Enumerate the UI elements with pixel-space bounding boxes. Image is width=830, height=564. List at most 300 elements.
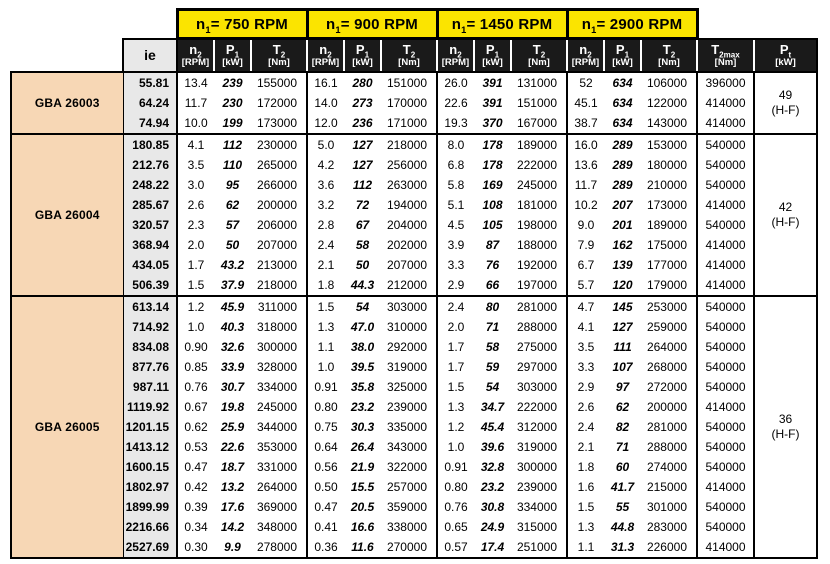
p1-cell: 54 [344, 296, 381, 317]
t2max-cell: 414000 [697, 113, 754, 134]
n2-cell: 4.2 [307, 155, 344, 175]
t2-cell: 275000 [516, 340, 557, 354]
p1-cell: 45.4 [480, 420, 505, 434]
n2-cell: 0.62 [177, 417, 214, 437]
n2-cell: 2.1 [307, 255, 344, 275]
ie-cell: 248.22 [123, 175, 177, 195]
t2-cell: 215000 [646, 480, 687, 494]
p1-cell: 230 [222, 96, 243, 110]
t2-cell: 175000 [646, 238, 687, 252]
t2-cell: 359000 [386, 500, 427, 514]
t2-cell: 204000 [386, 218, 427, 232]
p1-cell: 31.3 [604, 537, 641, 558]
t2-cell: 264000 [646, 340, 687, 354]
t2-cell: 328000 [256, 360, 297, 374]
t2max-cell: 540000 [697, 417, 754, 437]
n2-cell: 5.8 [437, 175, 474, 195]
t2-cell: 226000 [641, 537, 697, 558]
table-row [11, 497, 817, 517]
t2-cell: 268000 [646, 360, 687, 374]
p1-cell: 391 [482, 96, 503, 110]
n2-cell: 1.7 [437, 357, 474, 377]
n2-cell: 2.8 [307, 215, 344, 235]
n2-cell: 1.0 [177, 317, 214, 337]
n2-cell: 1.3 [307, 317, 344, 337]
n2-cell: 2.6 [177, 195, 214, 215]
n2-cell: 1.8 [567, 457, 604, 477]
t2-cell: 322000 [386, 460, 427, 474]
t2max-cell: 540000 [697, 437, 754, 457]
ie-cell: 1600.15 [123, 457, 177, 477]
n2-cell: 0.64 [307, 437, 344, 457]
p1-cell: 634 [612, 96, 633, 110]
t2-cell: 151000 [381, 72, 437, 93]
n2-cell: 1.5 [567, 497, 604, 517]
t2-cell: 270000 [381, 537, 437, 558]
t2-cell: 310000 [386, 320, 427, 334]
p1-cell: 139 [612, 258, 633, 272]
t2-cell: 312000 [516, 420, 557, 434]
p1-cell: 236 [352, 116, 373, 130]
n2-cell: 0.47 [177, 457, 214, 477]
t2-cell: 180000 [646, 158, 687, 172]
t2-cell: 301000 [646, 500, 687, 514]
ie-cell: 506.39 [123, 275, 177, 296]
t2max-cell: 540000 [697, 497, 754, 517]
p1-cell: 44.8 [610, 520, 635, 534]
t2-cell: 300000 [516, 460, 557, 474]
t2-cell: 230000 [251, 134, 307, 155]
p1-cell: 120 [612, 278, 633, 292]
n2-cell: 8.0 [437, 134, 474, 155]
speed-group-header-2900: $n_1= 2900$ RPM [567, 10, 697, 39]
col-header-n2: $n_2$ [RPM] [177, 39, 214, 73]
t2-cell: 170000 [386, 96, 427, 110]
p1-cell: 34.7 [480, 400, 505, 414]
n2-cell: 1.7 [177, 255, 214, 275]
n2-cell: 0.36 [307, 537, 344, 558]
n2-cell: 4.1 [177, 134, 214, 155]
header-spacer [697, 10, 754, 39]
p1-cell: 39.5 [350, 360, 375, 374]
n2-cell: 0.53 [177, 437, 214, 457]
p1-cell: 67 [355, 218, 370, 232]
p1-cell: 47.0 [350, 320, 375, 334]
n2-cell: 2.1 [567, 437, 604, 457]
n2-cell: 12.0 [307, 113, 344, 134]
t2-cell: 206000 [256, 218, 297, 232]
t2-cell: 198000 [516, 218, 557, 232]
ie-cell: 74.94 [123, 113, 177, 134]
table-row [11, 235, 817, 255]
t2max-cell: 414000 [697, 255, 754, 275]
n2-cell: 0.76 [437, 497, 474, 517]
n2-cell: 3.0 [177, 175, 214, 195]
table-row [11, 134, 817, 155]
p1-cell: 105 [482, 218, 503, 232]
p1-cell: 289 [612, 178, 633, 192]
p1-cell: 107 [612, 360, 633, 374]
n2-cell: 4.7 [567, 296, 604, 317]
table-row [11, 72, 817, 93]
table-row [11, 93, 817, 113]
p1-cell: 62 [225, 198, 240, 212]
p1-cell: 110 [222, 158, 243, 172]
ie-column-header: ie [123, 39, 177, 73]
p1-cell: 112 [352, 178, 373, 192]
unit-header-row [11, 39, 817, 73]
t2-cell: 274000 [646, 460, 687, 474]
n2-cell: 2.6 [567, 397, 604, 417]
n2-cell: 2.3 [177, 215, 214, 235]
n2-cell: 1.1 [567, 537, 604, 558]
t2-cell: 194000 [386, 198, 427, 212]
ie-cell: 1899.99 [123, 497, 177, 517]
n2-cell: 5.7 [567, 275, 604, 296]
n2-cell: 1.5 [177, 275, 214, 296]
ie-cell: 180.85 [123, 134, 177, 155]
p1-cell: 43.2 [220, 258, 245, 272]
t2-cell: 318000 [256, 320, 297, 334]
ie-cell: 1413.12 [123, 437, 177, 457]
table-row [11, 357, 817, 377]
p1-cell: 9.9 [214, 537, 251, 558]
t2-cell: 311000 [251, 296, 307, 317]
t2-cell: 265000 [256, 158, 297, 172]
t2-cell: 155000 [251, 72, 307, 93]
p1-cell: 80 [474, 296, 511, 317]
t2-cell: 334000 [256, 380, 297, 394]
t2-cell: 297000 [516, 360, 557, 374]
p1-cell: 127 [352, 158, 373, 172]
ie-cell: 368.94 [123, 235, 177, 255]
table-row [11, 175, 817, 195]
n2-cell: 14.0 [307, 93, 344, 113]
p1-cell: 19.8 [220, 400, 245, 414]
n2-cell: 11.7 [177, 93, 214, 113]
n2-cell: 45.1 [567, 93, 604, 113]
p1-cell: 289 [612, 158, 633, 172]
p1-cell: 82 [615, 420, 630, 434]
n2-cell: 13.6 [567, 155, 604, 175]
col-header-n2: $n_2$ [RPM] [567, 39, 604, 73]
ie-cell: 285.67 [123, 195, 177, 215]
ie-cell: 2527.69 [123, 537, 177, 558]
t2max-cell: 414000 [697, 477, 754, 497]
p1-cell: 76 [485, 258, 500, 272]
p1-cell: 58 [355, 238, 370, 252]
t2-cell: 218000 [256, 278, 297, 292]
p1-cell: 59 [485, 360, 500, 374]
col-header-t2: $T_2$ [Nm] [511, 39, 567, 73]
col-header-p1: $P_1$ [kW] [474, 39, 511, 73]
n2-cell: 9.0 [567, 215, 604, 235]
t2max-cell: 540000 [697, 134, 754, 155]
t2max-cell: 414000 [697, 195, 754, 215]
p1-cell: 20.5 [350, 500, 375, 514]
n2-cell: 3.6 [307, 175, 344, 195]
speed-group-header-1450: $n_1= 1450$ RPM [437, 10, 567, 39]
n2-cell: 3.5 [567, 337, 604, 357]
t2max-cell: 540000 [697, 357, 754, 377]
p1-cell: 108 [482, 198, 503, 212]
n2-cell: 3.2 [307, 195, 344, 215]
p1-cell: 32.6 [220, 340, 245, 354]
col-header-n2: $n_2$ [RPM] [307, 39, 344, 73]
table-row [11, 417, 817, 437]
ie-cell: 1201.15 [123, 417, 177, 437]
p1-cell: 40.3 [220, 320, 245, 334]
n2-cell: 1.1 [307, 337, 344, 357]
t2-cell: 151000 [516, 96, 557, 110]
table-row [11, 255, 817, 275]
t2-cell: 300000 [256, 340, 297, 354]
n2-cell: 19.3 [437, 113, 474, 134]
p1-cell: 23.2 [480, 480, 505, 494]
n2-cell: 1.0 [307, 357, 344, 377]
n2-cell: 1.6 [567, 477, 604, 497]
p1-cell: 62 [615, 400, 630, 414]
n2-cell: 4.1 [567, 317, 604, 337]
ie-cell: 55.81 [123, 72, 177, 93]
col-header-t2: $T_2$ [Nm] [641, 39, 697, 73]
p1-cell: 289 [604, 134, 641, 155]
p1-cell: 13.2 [220, 480, 245, 494]
table-row [11, 517, 817, 537]
p1-cell: 169 [482, 178, 503, 192]
n2-cell: 1.3 [437, 397, 474, 417]
n2-cell: 3.3 [437, 255, 474, 275]
n2-cell: 0.56 [307, 457, 344, 477]
ie-cell: 613.14 [123, 296, 177, 317]
ie-cell: 987.11 [123, 377, 177, 397]
p1-cell: 30.3 [350, 420, 375, 434]
t2-cell: 245000 [256, 400, 297, 414]
t2-cell: 207000 [256, 238, 297, 252]
col-header-p1: $P_1$ [kW] [344, 39, 381, 73]
t2-cell: 303000 [516, 380, 557, 394]
p1-cell: 23.2 [350, 400, 375, 414]
t2-cell: 197000 [516, 278, 557, 292]
t2-cell: 122000 [646, 96, 687, 110]
p1-cell: 634 [612, 116, 633, 130]
t2-cell: 179000 [646, 278, 687, 292]
speed-group-header-750: $n_1= 750$ RPM [177, 10, 307, 39]
p1-cell: 18.7 [220, 460, 245, 474]
t2-cell: 207000 [386, 258, 427, 272]
p1-cell: 14.2 [220, 520, 245, 534]
p1-cell: 370 [482, 116, 503, 130]
n2-cell: 16.1 [307, 72, 344, 93]
n2-cell: 2.0 [177, 235, 214, 255]
n2-cell: 1.7 [437, 337, 474, 357]
p1-cell: 71 [485, 320, 500, 334]
gearbox-ratings-table [10, 8, 818, 559]
pt-cell: 49 (H-F) [754, 72, 817, 134]
t2max-cell: 540000 [697, 517, 754, 537]
n2-cell: 6.7 [567, 255, 604, 275]
t2-cell: 343000 [386, 440, 427, 454]
t2-cell: 264000 [256, 480, 297, 494]
p1-cell: 634 [604, 72, 641, 93]
table-row [11, 337, 817, 357]
n2-cell: 2.4 [437, 296, 474, 317]
t2max-cell: 540000 [697, 317, 754, 337]
p1-cell: 273 [352, 96, 373, 110]
p1-cell: 17.6 [220, 500, 245, 514]
p1-cell: 17.4 [474, 537, 511, 558]
n2-cell: 3.3 [567, 357, 604, 377]
n2-cell: 4.5 [437, 215, 474, 235]
t2max-cell: 540000 [697, 155, 754, 175]
col-header-t2max: $T_{2max}$ [Nm] [697, 39, 754, 73]
p1-cell: 95 [225, 178, 240, 192]
n2-cell: 22.6 [437, 93, 474, 113]
t2-cell: 200000 [256, 198, 297, 212]
t2-cell: 353000 [256, 440, 297, 454]
t2-cell: 218000 [381, 134, 437, 155]
model-cell: GBA 26004 [11, 134, 123, 296]
p1-cell: 41.7 [610, 480, 635, 494]
table-row [11, 275, 817, 296]
t2-cell: 315000 [516, 520, 557, 534]
p1-cell: 30.8 [480, 500, 505, 514]
n2-cell: 0.90 [177, 337, 214, 357]
p1-cell: 111 [613, 340, 632, 354]
t2max-cell: 540000 [697, 215, 754, 235]
n2-cell: 2.9 [437, 275, 474, 296]
t2-cell: 263000 [386, 178, 427, 192]
t2-cell: 256000 [386, 158, 427, 172]
p1-cell: 199 [222, 116, 243, 130]
t2-cell: 288000 [516, 320, 557, 334]
p1-cell: 32.8 [480, 460, 505, 474]
p1-cell: 55 [615, 500, 630, 514]
table-row [11, 437, 817, 457]
t2max-cell: 414000 [697, 275, 754, 296]
t2-cell: 212000 [386, 278, 427, 292]
t2-cell: 283000 [646, 520, 687, 534]
model-header-spacer [11, 39, 123, 73]
t2-cell: 292000 [386, 340, 427, 354]
table-row [11, 377, 817, 397]
ie-cell: 1802.97 [123, 477, 177, 497]
pt-cell: 36 (H-F) [754, 296, 817, 558]
p1-cell: 50 [225, 238, 240, 252]
n2-cell: 10.0 [177, 113, 214, 134]
p1-cell: 127 [612, 320, 633, 334]
n2-cell: 1.2 [437, 417, 474, 437]
p1-cell: 66 [485, 278, 500, 292]
ie-cell: 320.57 [123, 215, 177, 235]
p1-cell: 127 [344, 134, 381, 155]
model-cell: GBA 26003 [11, 72, 123, 134]
p1-cell: 178 [482, 158, 503, 172]
p1-cell: 44.3 [350, 278, 375, 292]
p1-cell: 25.9 [220, 420, 245, 434]
n2-cell: 0.91 [307, 377, 344, 397]
ie-cell: 714.92 [123, 317, 177, 337]
table-row [11, 317, 817, 337]
ie-cell: 2216.66 [123, 517, 177, 537]
p1-cell: 24.9 [480, 520, 505, 534]
t2-cell: 239000 [516, 480, 557, 494]
n2-cell: 1.5 [307, 296, 344, 317]
n2-cell: 0.34 [177, 517, 214, 537]
t2-cell: 251000 [511, 537, 567, 558]
t2max-cell: 540000 [697, 296, 754, 317]
p1-cell: 58 [485, 340, 500, 354]
t2max-cell: 540000 [697, 337, 754, 357]
n2-cell: 7.9 [567, 235, 604, 255]
p1-cell: 50 [355, 258, 370, 272]
table-row [11, 113, 817, 134]
p1-cell: 71 [615, 440, 630, 454]
p1-cell: 207 [612, 198, 633, 212]
t2-cell: 172000 [256, 96, 297, 110]
t2-cell: 348000 [256, 520, 297, 534]
p1-cell: 178 [474, 134, 511, 155]
n2-cell: 0.57 [437, 537, 474, 558]
t2-cell: 189000 [646, 218, 687, 232]
p1-cell: 22.6 [220, 440, 245, 454]
n2-cell: 0.39 [177, 497, 214, 517]
n2-cell: 52 [567, 72, 604, 93]
t2-cell: 245000 [516, 178, 557, 192]
p1-cell: 26.4 [350, 440, 375, 454]
p1-cell: 145 [604, 296, 641, 317]
table-row [11, 296, 817, 317]
ie-cell: 434.05 [123, 255, 177, 275]
t2-cell: 303000 [381, 296, 437, 317]
p1-cell: 16.6 [350, 520, 375, 534]
p1-cell: 33.9 [220, 360, 245, 374]
col-header-t2: $T_2$ [Nm] [251, 39, 307, 73]
n2-cell: 0.41 [307, 517, 344, 537]
p1-cell: 15.5 [350, 480, 375, 494]
p1-cell: 72 [355, 198, 370, 212]
ie-cell: 64.24 [123, 93, 177, 113]
n2-cell: 0.42 [177, 477, 214, 497]
p1-cell: 57 [225, 218, 240, 232]
t2-cell: 335000 [386, 420, 427, 434]
n2-cell: 13.4 [177, 72, 214, 93]
n2-cell: 6.8 [437, 155, 474, 175]
ie-cell: 212.76 [123, 155, 177, 175]
table-row [11, 537, 817, 558]
speed-group-header-900: $n_1= 900$ RPM [307, 10, 437, 39]
t2-cell: 331000 [256, 460, 297, 474]
p1-cell: 162 [612, 238, 633, 252]
n2-cell: 0.30 [177, 537, 214, 558]
t2-cell: 171000 [386, 116, 427, 130]
t2-cell: 319000 [386, 360, 427, 374]
p1-cell: 239 [214, 72, 251, 93]
t2-cell: 272000 [646, 380, 687, 394]
t2-cell: 106000 [641, 72, 697, 93]
n2-cell: 0.67 [177, 397, 214, 417]
n2-cell: 38.7 [567, 113, 604, 134]
t2-cell: 202000 [386, 238, 427, 252]
ie-cell: 877.76 [123, 357, 177, 377]
t2max-cell: 540000 [697, 175, 754, 195]
t2-cell: 173000 [646, 198, 687, 212]
model-cell: GBA 26005 [11, 296, 123, 558]
p1-cell: 38.0 [350, 340, 375, 354]
table-row [11, 195, 817, 215]
n2-cell: 0.80 [307, 397, 344, 417]
col-header-n2: $n_2$ [RPM] [437, 39, 474, 73]
